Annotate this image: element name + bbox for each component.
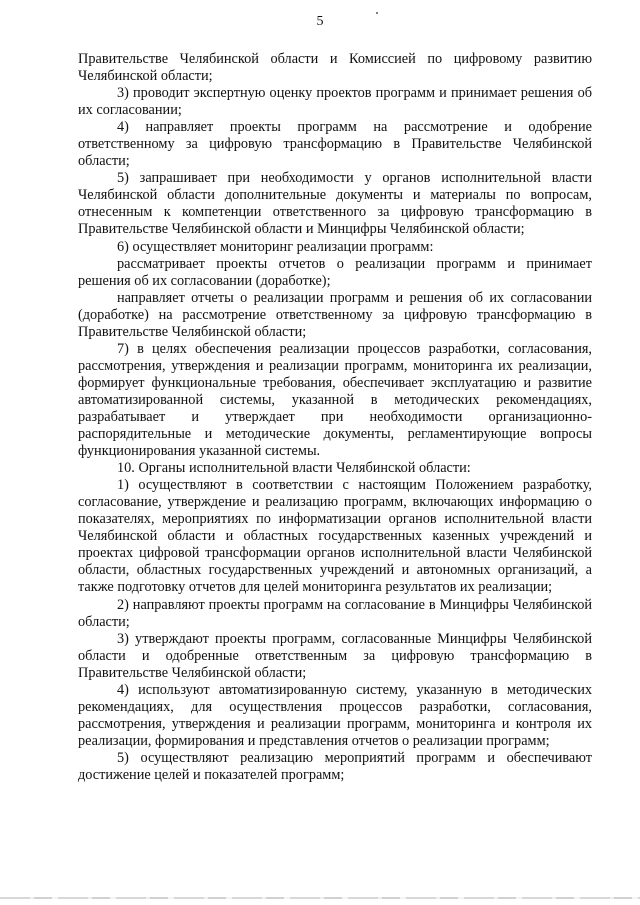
paragraph-section-10-item-3: 3) утверждают проекты программ, согласованные Минцифры Челябинской области и одобренные ответственным за цифровую трансформацию в Правительстве Челябинской области; <box>78 630 592 681</box>
scan-speck <box>376 12 378 14</box>
document-body <box>78 51 592 784</box>
paragraph-continuation: Правительстве Челябинской области и Комиссией по цифровому развитию Челябинской области; <box>78 51 592 85</box>
scan-bottom-edge <box>0 897 640 899</box>
paragraph-item-3: 3) проводит экспертную оценку проектов программ и принимает решения об их согласовании; <box>78 85 592 119</box>
paragraph-item-6-sub-1: рассматривает проекты отчетов о реализации программ и принимает решения об их согласовании (доработке); <box>78 255 592 289</box>
paragraph-section-10-item-2: 2) направляют проекты программ на согласование в Минцифры Челябинской области; <box>78 596 592 630</box>
paragraph-section-10-item-4: 4) используют автоматизированную систему, указанную в методических рекомендациях, для осуществления процессов разработки, согласования, рассмотрения, утверждения и реализации программ, мониторинга и контроля их реализации, формирования и представления отчетов о реализации программ; <box>78 681 592 749</box>
section-10-heading: 10. Органы исполнительной власти Челябинской области: <box>117 460 471 477</box>
page-number: 5 <box>316 14 324 29</box>
paragraph-item-6: 6) осуществляет мониторинг реализации программ: <box>117 238 434 255</box>
paragraph-item-5: 5) запрашивает при необходимости у органов исполнительной власти Челябинской области дополнительные документы и материалы по вопросам, отнесенным к компетенции ответственного за цифровую трансформацию в Правительстве Челябинской области и Минцифры Челябинской области; <box>78 170 592 238</box>
paragraph-item-6-sub-2: направляет отчеты о реализации программ и решения об их согласовании (доработке) на рассмотрение ответственному за цифровую трансформацию в Правительстве Челябинской области; <box>78 289 592 340</box>
paragraph-item-4: 4) направляет проекты программ на рассмотрение и одобрение ответственному за цифровую трансформацию в Правительстве Челябинской области; <box>78 119 592 170</box>
paragraph-section-10-item-1: 1) осуществляют в соответствии с настоящим Положением разработку, согласование, утверждение и реализацию программ, включающих информацию о показателях, мероприятиях по информатизации органов исполнительной власти Челябинской области и областных государственных казенных учреждений и проектах цифровой трансформации органов исполнительной власти Челябинской области, областных государственных учреждений и автономных организаций, а также подготовку отчетов для целей мониторинга результатов их реализации; <box>78 477 592 596</box>
paragraph-item-7: 7) в целях обеспечения реализации процессов разработки, согласования, рассмотрения, утверждения и реализации программ, мониторинга их реализации, формирует функциональные требования, обеспечивает эксплуатацию и развитие автоматизированной системы, указанной в методических рекомендациях, разрабатывает и утверждает при необходимости организационно-распорядительные и методические документы, регламентирующие вопросы функционирования указанной системы. <box>78 340 592 460</box>
paragraph-section-10-item-5: 5) осуществляют реализацию мероприятий программ и обеспечивают достижение целей и показателей программ; <box>78 749 592 783</box>
